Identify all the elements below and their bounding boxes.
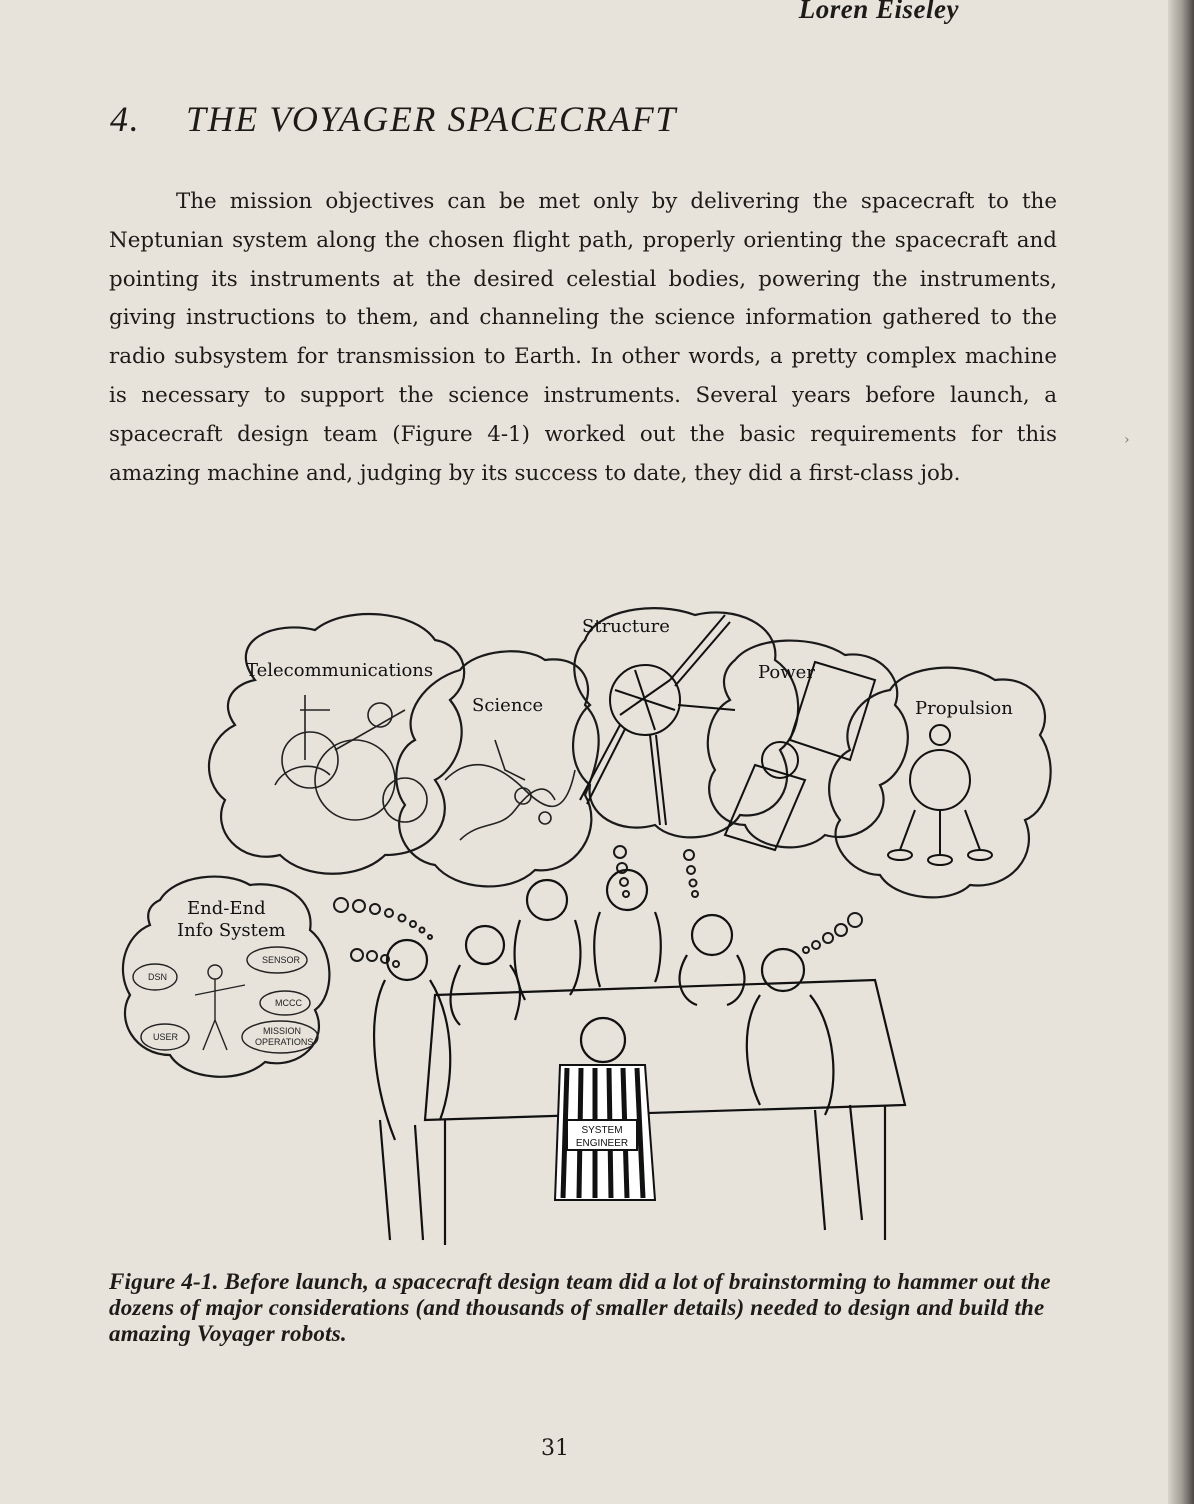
engineer-label-engineer: ENGINEER xyxy=(575,1138,629,1149)
person-head xyxy=(387,940,427,980)
label-telecommunications: Telecommunications xyxy=(246,660,434,681)
label-science: Science xyxy=(472,695,544,716)
page-number: 31 xyxy=(541,1436,569,1461)
label-power: Power xyxy=(758,662,815,683)
person-head xyxy=(692,915,732,955)
label-structure: Structure xyxy=(582,616,670,637)
info-sensor: SENSOR xyxy=(262,955,301,965)
system-engineer xyxy=(555,1065,655,1200)
person-head xyxy=(466,926,504,964)
chapter-title xyxy=(110,98,677,140)
person-head xyxy=(762,949,804,991)
person-head xyxy=(581,1018,625,1062)
info-mission: MISSION xyxy=(263,1026,302,1036)
propulsion-sketch xyxy=(888,725,992,865)
running-head: Loren Eiseley xyxy=(798,0,959,24)
engineer-label-system: SYSTEM xyxy=(581,1125,623,1136)
person-head xyxy=(527,880,567,920)
info-dsn: DSN xyxy=(148,972,168,982)
person-head xyxy=(607,870,647,910)
science-sketch xyxy=(445,740,575,840)
info-operations: OPERATIONS xyxy=(255,1037,314,1047)
figure-illustration xyxy=(115,600,1060,1260)
body-paragraph: The mission objectives can be met only by delivering the spacecraft to the Neptunian system along the chosen flight path, properly orienting the spacecraft and pointing its instruments at the desired celestial bodies, powering the instruments, giving instructions to them, and channeling the science information gathered to the radio subsystem for transmission to Earth. In other words, a pretty complex machine is necessary to support the science instruments. Several years before launch, a spacecraft design team (Figure 4-1) worked out the basic requirements for this amazing machine and, judging by its success to date, they did a first-class job. xyxy=(109,189,1057,486)
page-edge xyxy=(1168,0,1194,1504)
chapter-title-text: THE VOYAGER SPACECRAFT xyxy=(186,99,677,139)
margin-mark: › xyxy=(1124,432,1130,448)
chapter-number: 4. xyxy=(110,99,141,139)
figure-caption: Figure 4-1. Before launch, a spacecraft design team did a lot of brainstorming to hammer out the dozens of major considerations (and thousands of smaller details) needed to design and build the amazing Voyager robots. xyxy=(109,1269,1051,1346)
label-end-end: End-End xyxy=(187,898,266,919)
info-user: USER xyxy=(153,1032,179,1042)
label-propulsion: Propulsion xyxy=(915,698,1013,719)
brainstorm-illustration xyxy=(115,600,1060,1260)
power-sketch xyxy=(725,662,875,850)
label-info-system: Info System xyxy=(177,920,286,941)
info-mccc: MCCC xyxy=(275,998,302,1008)
